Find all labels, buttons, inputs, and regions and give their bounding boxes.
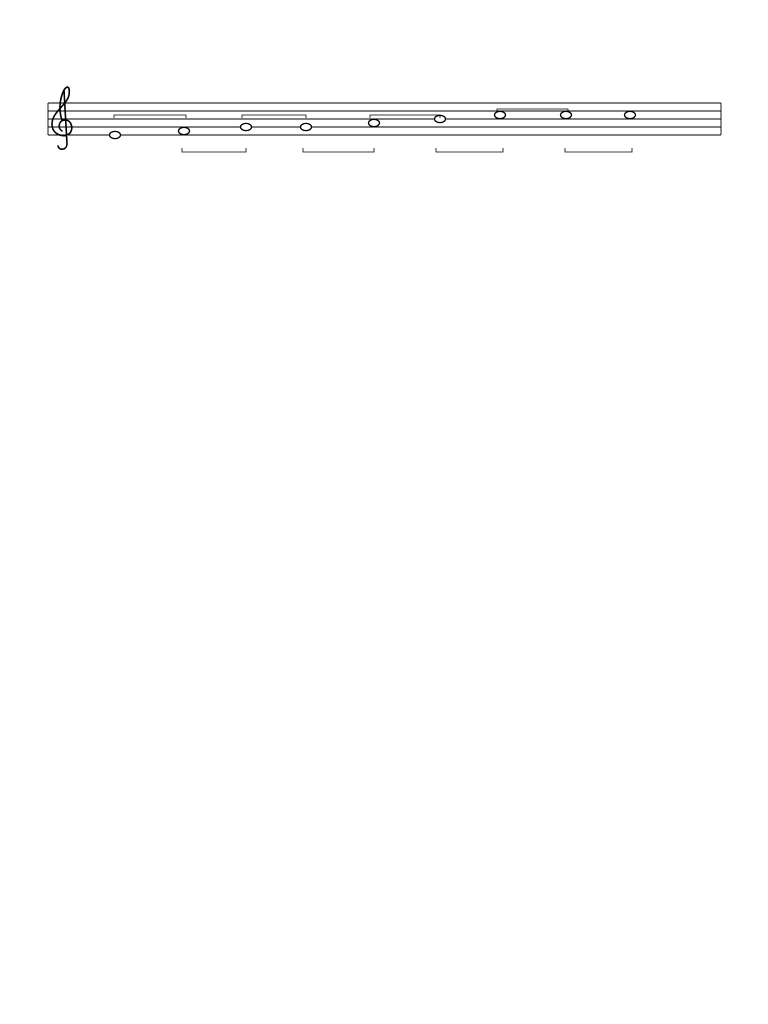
whole-note bbox=[561, 111, 572, 118]
whole-note bbox=[110, 131, 121, 138]
whole-note bbox=[179, 127, 190, 134]
whole-note bbox=[625, 111, 636, 118]
whole-note bbox=[495, 111, 506, 118]
whole-note bbox=[301, 123, 312, 130]
whole-note bbox=[241, 123, 252, 130]
scale-notes bbox=[110, 111, 636, 138]
whole-note bbox=[369, 119, 380, 126]
section1-staff bbox=[48, 87, 721, 152]
bottom-brackets bbox=[182, 148, 632, 152]
treble-clef-icon bbox=[52, 87, 72, 149]
